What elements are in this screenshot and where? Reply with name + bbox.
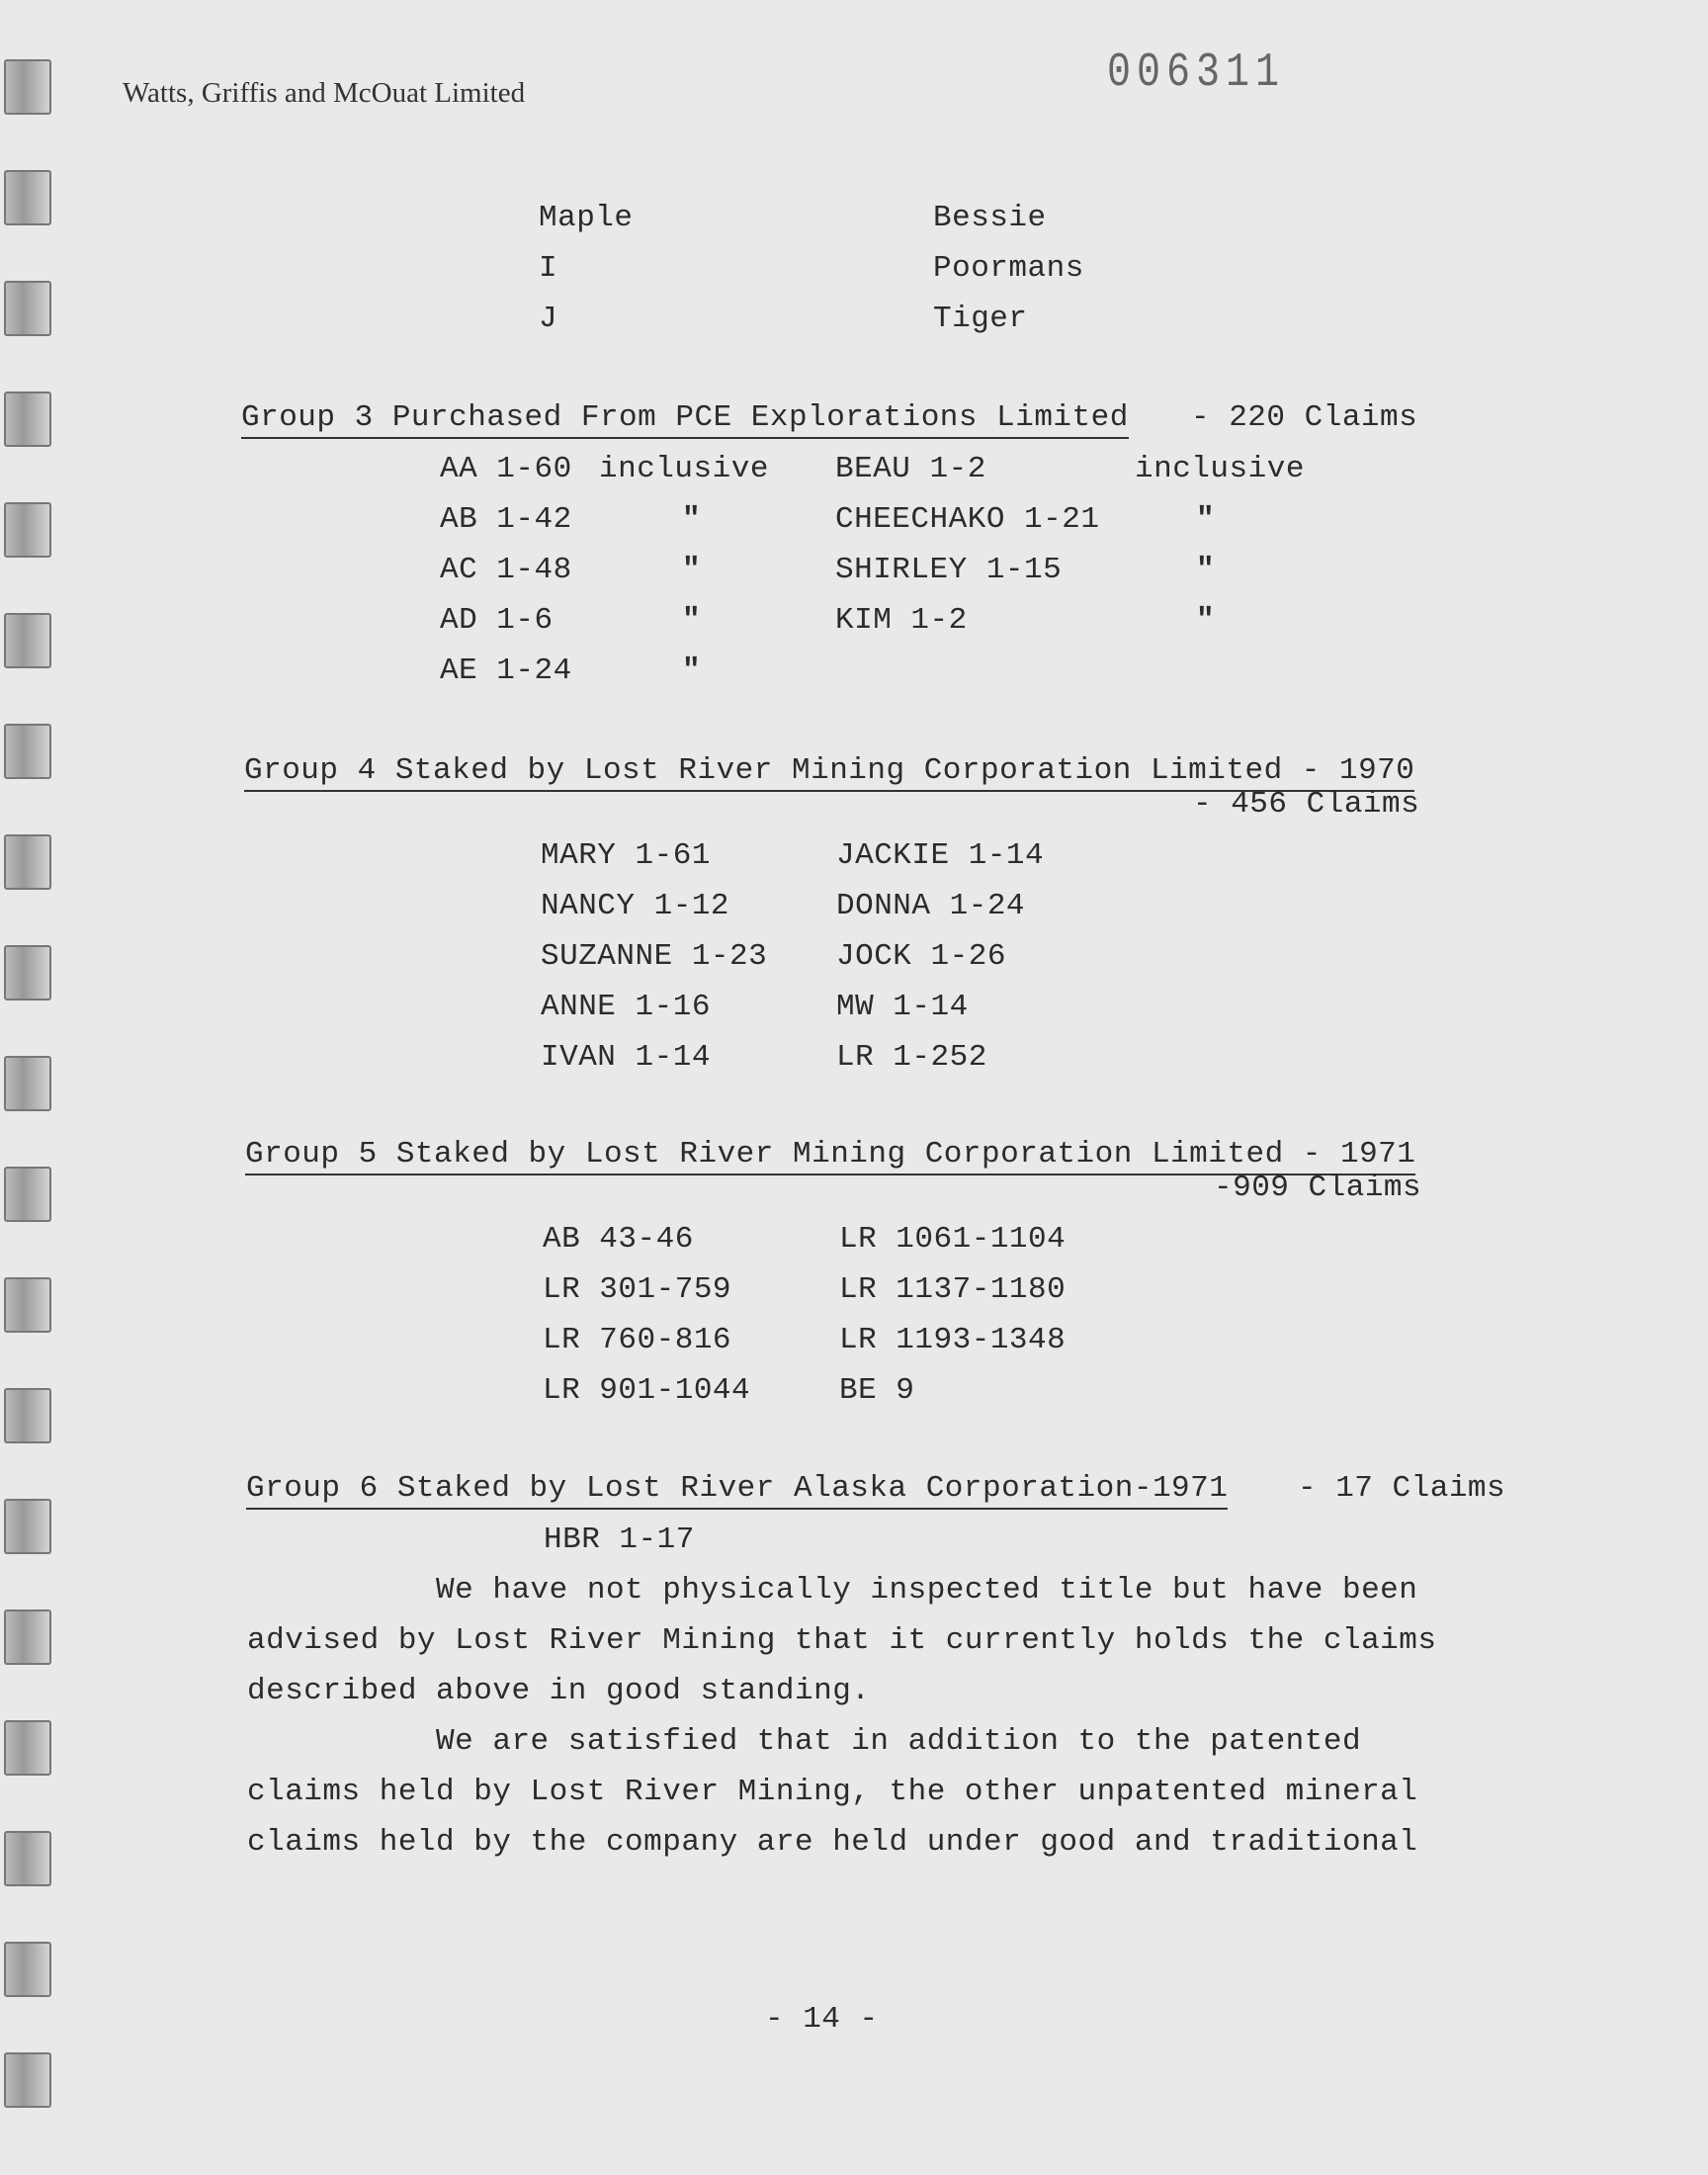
- spiral-binding: [0, 0, 59, 2175]
- claim-range: MW 1-14: [836, 990, 969, 1024]
- claim-range: LR 760-816: [543, 1323, 732, 1357]
- claim-range: LR 1061-1104: [839, 1222, 1067, 1257]
- ditto-mark: ": [682, 603, 702, 638]
- group-4-count: - 456 Claims: [1193, 787, 1420, 822]
- binding-ring: [4, 834, 51, 890]
- claim-range: LR 901-1044: [543, 1373, 751, 1408]
- ditto-mark: ": [682, 553, 702, 587]
- group-6-heading: Group 6 Staked by Lost River Alaska Corporation-1971: [246, 1471, 1228, 1510]
- claim-range: BE 9: [839, 1373, 915, 1408]
- claim-range: JOCK 1-26: [836, 939, 1006, 974]
- binding-ring: [4, 59, 51, 115]
- claim-name: Tiger: [933, 302, 1028, 336]
- binding-ring: [4, 1720, 51, 1776]
- ditto-mark: ": [1196, 553, 1216, 587]
- claim-range: LR 1137-1180: [839, 1272, 1067, 1307]
- binding-ring: [4, 1610, 51, 1665]
- binding-ring: [4, 1167, 51, 1222]
- claim-range: IVAN 1-14: [541, 1040, 711, 1075]
- paragraph-line: claims held by Lost River Mining, the other unpatented mineral: [247, 1775, 1418, 1809]
- binding-ring: [4, 1388, 51, 1443]
- claim-range: AB 43-46: [543, 1222, 694, 1257]
- claim-name: Poormans: [933, 251, 1084, 286]
- claim-range: LR 1-252: [836, 1040, 987, 1075]
- claim-range: LR 1193-1348: [839, 1323, 1067, 1357]
- claim-range: KIM 1-2: [835, 603, 968, 638]
- claim-range: SUZANNE 1-23: [541, 939, 768, 974]
- claim-range: AB 1-42: [440, 502, 572, 537]
- binding-ring: [4, 502, 51, 558]
- group-3-count: - 220 Claims: [1191, 400, 1418, 435]
- paragraph-line: advised by Lost River Mining that it currently holds the claims: [247, 1623, 1437, 1658]
- paragraph-line: We are satisfied that in addition to the patented: [247, 1724, 1362, 1759]
- claim-range: JACKIE 1-14: [836, 838, 1045, 873]
- claim-name: Maple: [539, 201, 634, 235]
- claim-range: AE 1-24: [440, 653, 572, 688]
- binding-ring: [4, 1942, 51, 1997]
- claim-qualifier: inclusive: [599, 452, 769, 486]
- claim-qualifier: inclusive: [1135, 452, 1305, 486]
- paragraph-line: described above in good standing.: [247, 1674, 871, 1708]
- binding-ring: [4, 392, 51, 447]
- binding-ring: [4, 1831, 51, 1886]
- claim-name: I: [539, 251, 558, 286]
- binding-ring: [4, 1056, 51, 1111]
- claim-range: SHIRLEY 1-15: [835, 553, 1063, 587]
- claim-range: ANNE 1-16: [541, 990, 711, 1024]
- ditto-mark: ": [1196, 502, 1216, 537]
- group-6-count: - 17 Claims: [1298, 1471, 1506, 1506]
- binding-ring: [4, 1499, 51, 1554]
- page-number: - 14 -: [765, 2002, 879, 2037]
- binding-ring: [4, 945, 51, 1000]
- group-3-heading: Group 3 Purchased From PCE Explorations Limited: [241, 400, 1129, 439]
- binding-ring: [4, 2052, 51, 2108]
- group-5-count: -909 Claims: [1214, 1171, 1422, 1205]
- claim-range: AC 1-48: [440, 553, 572, 587]
- ditto-mark: ": [682, 502, 702, 537]
- group-4-heading: Group 4 Staked by Lost River Mining Corporation Limited - 1970: [244, 753, 1414, 792]
- claim-name: Bessie: [933, 201, 1047, 235]
- group-5-heading: Group 5 Staked by Lost River Mining Corporation Limited - 1971: [245, 1137, 1415, 1175]
- document-number: 006311: [1107, 46, 1286, 101]
- binding-ring: [4, 724, 51, 779]
- binding-ring: [4, 170, 51, 225]
- claim-range: DONNA 1-24: [836, 889, 1026, 923]
- claim-range: AA 1-60: [440, 452, 572, 486]
- claim-range: NANCY 1-12: [541, 889, 730, 923]
- letterhead: Watts, Griffis and McOuat Limited: [123, 77, 526, 109]
- paragraph-line: claims held by the company are held under good and traditional: [247, 1825, 1418, 1860]
- binding-ring: [4, 1277, 51, 1333]
- claim-range: MARY 1-61: [541, 838, 711, 873]
- claim-range: LR 301-759: [543, 1272, 732, 1307]
- paragraph-line: We have not physically inspected title but have been: [247, 1573, 1418, 1608]
- claim-name: J: [539, 302, 558, 336]
- ditto-mark: ": [682, 653, 702, 688]
- binding-ring: [4, 613, 51, 668]
- binding-ring: [4, 281, 51, 336]
- claim-range: CHEECHAKO 1-21: [835, 502, 1100, 537]
- claim-range: HBR 1-17: [544, 1522, 695, 1557]
- ditto-mark: ": [1196, 603, 1216, 638]
- claim-range: AD 1-6: [440, 603, 554, 638]
- claim-range: BEAU 1-2: [835, 452, 986, 486]
